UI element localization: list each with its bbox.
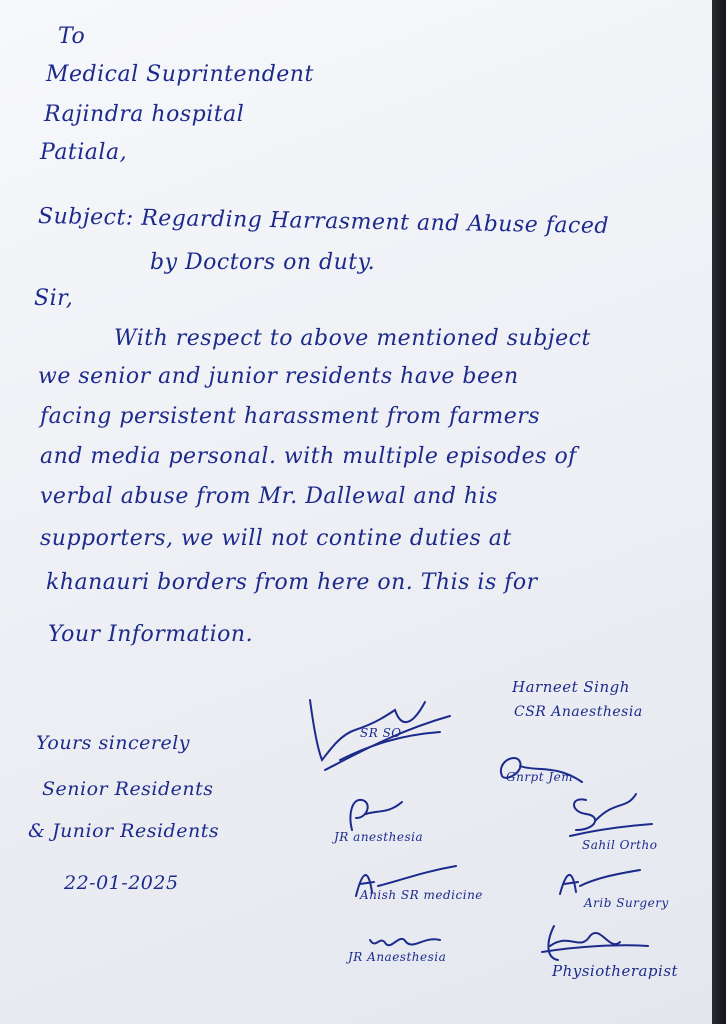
body-line-4: and media personal. with multiple episodes of (40, 444, 577, 469)
body-line-8: Your Information. (48, 622, 254, 647)
signature-6-mark (352, 862, 462, 911)
body-line-3: facing persistent harassment from farmers (40, 404, 541, 429)
body-line-7: khanauri borders from here on. This is for (46, 570, 538, 595)
subject-line-2: by Doctors on duty. (150, 250, 376, 275)
date: 22-01-2025 (64, 872, 179, 894)
signed-by-line-1: Senior Residents (42, 778, 214, 800)
signed-by-line-2: & Junior Residents (28, 820, 220, 842)
signature-4-role: Sahil Ortho (582, 838, 658, 852)
signature-4-mark (566, 790, 656, 845)
signature-5-role: JR anesthesia (334, 830, 424, 844)
signature-6-role: Anish SR medicine (360, 888, 483, 902)
body-line-2: we senior and junior residents have been (38, 364, 519, 389)
hospital-name: Rajindra hospital (44, 102, 245, 127)
signature-3-role: Gnrpt Jem (506, 770, 574, 784)
body-line-1: With respect to above mentioned subject (114, 326, 591, 351)
body-line-5: verbal abuse from Mr. Dallewal and his (40, 484, 498, 509)
signature-9-role: Physiotherapist (552, 962, 679, 980)
body-line-6: supporters, we will not contine duties at (40, 526, 512, 551)
signature-2-role: SR SO (360, 726, 402, 740)
background-edge (712, 0, 726, 1024)
salutation: Sir, (34, 286, 74, 311)
subject-line-1: Subject: Regarding Harrasment and Abuse faced (37, 204, 610, 239)
signature-8-role: JR Anaesthesia (348, 950, 447, 964)
closing: Yours sincerely (36, 732, 191, 754)
city: Patiala, (40, 140, 128, 165)
to-label: To (58, 24, 86, 49)
addressee: Medical Suprintendent (46, 62, 314, 87)
signature-1-role: CSR Anaesthesia (514, 704, 643, 720)
signature-1-name: Harneet Singh (512, 678, 630, 696)
signature-7-role: Arib Surgery (584, 896, 669, 910)
